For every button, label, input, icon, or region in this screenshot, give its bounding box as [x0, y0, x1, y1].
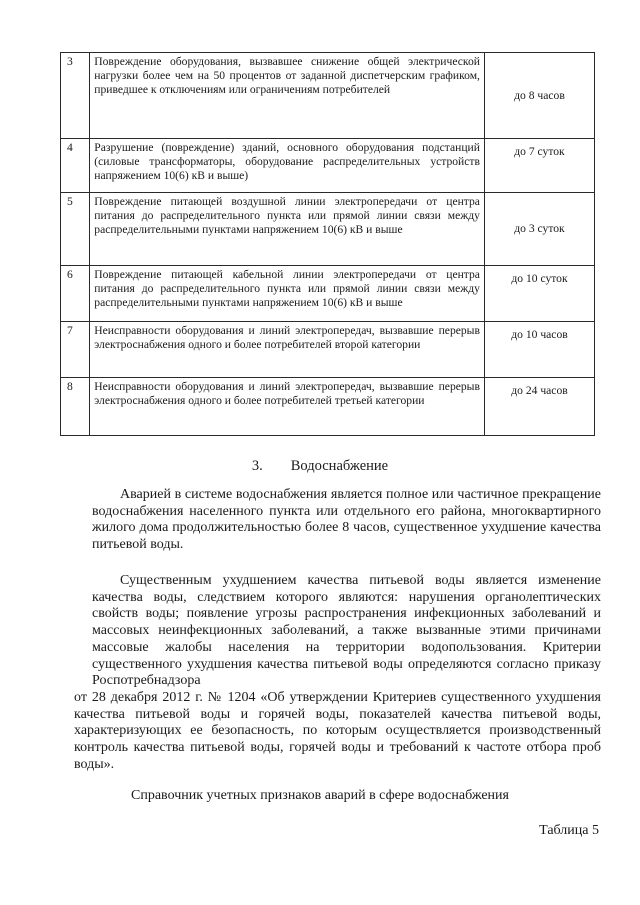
row-description: Разрушение (повреждение) зданий, основного оборудования подстанций (силовые трансформаторы, оборудование распределительных устройств напряжением 10(6) кВ и выше) [90, 139, 485, 193]
table-row [61, 193, 595, 266]
row-number: 6 [61, 266, 90, 322]
row-term: до 10 суток [484, 266, 594, 322]
row-term: до 8 часов [484, 53, 594, 139]
paragraph-accident-definition: Аварией в системе водоснабжения является полное или частичное прекращение водоснабжения населенного пункта или отдельного его района, многоквартирного жилого дома продолжительностью более 8 часов, существенное ухудшение качества питьевой воды. [92, 487, 601, 553]
row-term: до 7 суток [484, 139, 594, 193]
incident-table [60, 52, 595, 436]
row-number: 3 [61, 53, 90, 139]
table-row [61, 322, 595, 378]
section-number: 3. [251, 458, 263, 474]
row-term: до 10 часов [484, 322, 594, 378]
table-row [61, 266, 595, 322]
row-number: 4 [61, 139, 90, 193]
row-description: Повреждение оборудования, вызвавшее снижение общей электрической нагрузки более чем на 50 процентов от заданной диспетчерским графиком, приведшее к отключениям или ограничениям потребителей [90, 53, 485, 139]
row-term: до 24 часов [484, 378, 594, 436]
section-title: Водоснабжение [290, 458, 389, 474]
table-row [61, 53, 595, 139]
row-number: 7 [61, 322, 90, 378]
table-row [61, 139, 595, 193]
row-number: 5 [61, 193, 90, 266]
row-description: Неисправности оборудования и линий электропередач, вызвавшие перерыв электроснабжения одного и более потребителей третьей категории [90, 378, 485, 436]
section-heading [0, 458, 640, 475]
row-number: 8 [61, 378, 90, 436]
paragraph-order-reference: от 28 декабря 2012 г. № 1204 «Об утверждении Критериев существенного ухудшения качества питьевой воды и горячей воды, показателей качества питьевой воды, характеризующих ее безопасность, по которым осуществляется производственный контроль качества питьевой воды, горячей воды и требований к частоте отбора проб воды». [74, 689, 601, 772]
row-description: Повреждение питающей воздушной линии электропередачи от центра питания до распределительного пункта или прямой линии связи между распределительными пунктами напряжением 10(6) кВ и выше [90, 193, 485, 266]
table-row [61, 378, 595, 436]
paragraph-quality-text: Существенным ухудшением качества питьевой воды является изменение качества воды, следствием которого являются: нарушения органолептических свойств воды; появление угрозы распространения инфекционных заболеваний и массовых неинфекционных заболеваний, а также вызванные этими причинами массовые жалобы населения на территории водопользования. Критерии существенного ухудшения качества питьевой воды определяются согласно приказу Роспотребнадзора [92, 573, 601, 689]
row-term: до 3 суток [484, 193, 594, 266]
table-caption: Справочник учетных признаков аварий в сфере водоснабжения [131, 788, 509, 803]
row-description: Неисправности оборудования и линий электропередач, вызвавшие перерыв электроснабжения одного и более потребителей второй категории [90, 322, 485, 378]
row-description: Повреждение питающей кабельной линии электропередачи от центра питания до распределительного пункта или прямой линии связи между распределительными пунктами напряжением 10(6) кВ и выше [90, 266, 485, 322]
table-number: Таблица 5 [539, 823, 599, 838]
paragraph-quality-deterioration [74, 573, 601, 773]
